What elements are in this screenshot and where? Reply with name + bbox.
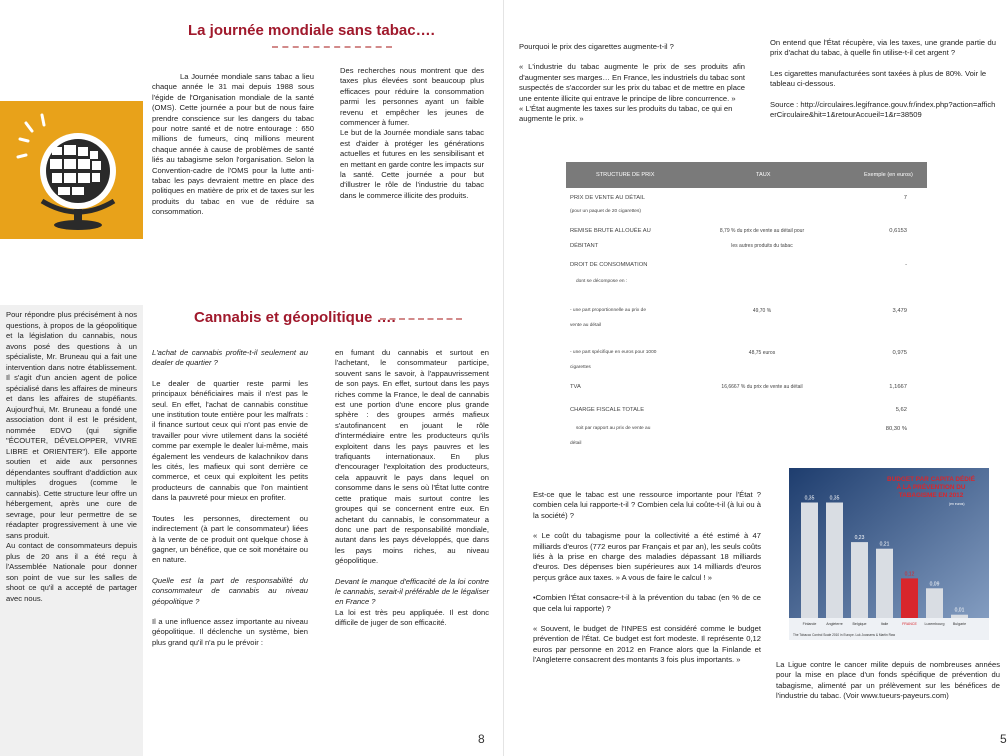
chart-bar — [951, 615, 968, 618]
chart-category-label: FRANCE — [902, 622, 917, 626]
chart-category-label: Finlande — [802, 622, 817, 626]
title-journee-mondiale: La journée mondiale sans tabac…. — [188, 22, 435, 39]
tax-table — [566, 162, 927, 452]
chart-bar — [926, 588, 943, 618]
table-cell-label: soit par rapport au prix de vente au — [576, 426, 651, 431]
table-cell-rate: 8,79 % du prix de vente au détail pour — [719, 228, 805, 234]
question: L'achat de cannabis profite-t-il seulement au dealer de quartier ? — [152, 348, 308, 368]
table-cell-label: vente au détail — [570, 323, 602, 328]
text-ligue-cancer — [776, 660, 1000, 702]
table-cell-label: PRIX DE VENTE AU DÉTAIL — [570, 195, 645, 201]
paragraph: Les cigarettes manufacturées sont taxées à plus de 80%. Voir le tableau ci-dessous. — [770, 68, 987, 89]
table-cell-example: 5,62 — [895, 407, 907, 413]
globe-illustration — [0, 101, 143, 239]
table-header-cell: STRUCTURE DE PRIX — [596, 172, 655, 178]
chart-bar — [851, 542, 868, 618]
chart-value-label: 0,23 — [854, 535, 865, 542]
chart-category-label: Belgique — [852, 622, 867, 626]
paragraph: Au contact de consommateurs depuis plus de 20 ans il a été reçu à l'Assemblée Nationale pour donner son point de vue sur les salles de shoot ce qu'il a accepté de partager avec nous. — [6, 541, 137, 603]
table-cell-label: détail — [570, 441, 582, 446]
budget-chart-svg — [789, 468, 989, 640]
title-underline — [380, 318, 462, 320]
table-cell-label: DROIT DE CONSOMMATION — [570, 262, 648, 268]
text-taxes-etat — [770, 38, 996, 120]
table-cell-rate: 16,6667 % du prix de vente au détail — [721, 384, 803, 390]
table-cell-rate: 48,75 euros — [748, 350, 776, 356]
chart-value-label: 0,35 — [804, 495, 815, 502]
chart-value-label: 0,09 — [929, 581, 940, 588]
paragraph: « Souvent, le budget de l'INPES est considéré comme le budget prévention de l'État. Ce budget est fort modeste. Il représente 0,12 euros par personne en 2012 en France alors que la Finlande et l'Angleterre consacrent des montants 3 fois plus importants. » — [533, 624, 761, 665]
chart-source: The Tobacco Control Scale 2010 in Europe. Luk Joossens & Martin Raw — [793, 633, 895, 637]
table-cell-label: DÉBITANT — [570, 243, 599, 249]
page-number: 5 — [1000, 732, 1007, 746]
table-cell-example: 80,30 % — [885, 426, 907, 432]
table-header-cell: Exemple (en euros) — [864, 172, 913, 178]
chart-category-label: Angleterre — [826, 622, 843, 626]
paragraph: « Le coût du tabagisme pour la collectivité a été estimé à 47 milliards d'euros (772 euros par Français et par an), les seuls coûts liés à la prise en charge des maladies dépassant 18 milliards d'euros. Des dépenses bien supérieures aux 14 milliards d'euros perçus grâce aux taxes. » A vous de faire le calcul ! » — [533, 531, 761, 582]
chart-value-label: 0,12 — [904, 571, 915, 578]
question: •Combien l'État consacre-t-il à la prévention du tabac (en % de ce que cela lui rapporte) ? — [533, 593, 761, 613]
chart-value-label: 0,21 — [879, 541, 890, 548]
title-cannabis: Cannabis et géopolitique …. — [194, 309, 396, 326]
table-cell-example: 7 — [903, 195, 907, 201]
paragraph: La Ligue contre le cancer milite depuis de nombreuses années pour la mise en place d'un fonds spécifique de prévention du tabagisme, alimenté par un prélèvement sur les bénéfices de l'industrie du tabac. (Voir www.tueurs-payeurs.com) — [776, 660, 1000, 701]
table-cell-rate: les autres produits du tabac — [731, 243, 793, 249]
table-cell-example: 1,1667 — [889, 384, 907, 390]
question: Devant le manque d'efficacité de la loi contre le cannabis, serait-il préférable de le légaliser en France ? — [335, 576, 489, 607]
table-cell-label: cigarettes — [570, 365, 591, 370]
page-divider — [503, 0, 504, 756]
table-cell-rate: 49,70 % — [752, 308, 772, 314]
table-header — [566, 162, 927, 188]
text-journee-recherches — [340, 66, 484, 201]
answer: Toutes les personnes, directement ou indirectement (à part le consommateur) liées à la vente de ce produit ont quelque chose à gagner, un bénéfice, que ce soit monétaire ou en nature. — [152, 513, 308, 565]
paragraph: Des recherches nous montrent que des taxes plus élevées sont beaucoup plus efficaces pour réduire la consommation parmi les personnes ayant un faible revenu et empêcher les jeunes de commencer à fumer. — [340, 66, 484, 128]
chart-bar — [801, 503, 818, 619]
chart-category-label: Luxembourg — [924, 622, 945, 626]
answer: en fumant du cannabis et surtout en l'achetant, le consommateur participe, souvent sans le savoir, à l'appauvrissement de son pays. En effet, surtout dans les pays riches comme la France, le deal de cannabis est une portion d'une encore plus grande sphère : des groupes armés mafieux s'autofinancent en jouant le rôle d'intermédiaire entre les producteurs qu'ils exploitent dans les pays pauvres et les trafiquants internationaux. En plus d'encourager l'exploitation des producteurs, cela appauvrit le pays dans lequel on consomme dans le sens où l'État lutte contre cette pratique mais surtout contre les groupes qui se concernent entre eux. En achetant du cannabis, le consommateur a donc une part de responsabilité mondiale, autant dans les pays développés, que dans les pays moins riches, au niveau géopolitique. — [335, 348, 489, 566]
paragraph: Le but de la Journée mondiale sans tabac est d'aider à protéger les générations actuelles et futures en les sensibilisant et en mettant en garde contre les impacts sur la santé. Cette journée a pour but d'illustrer le rôle de l'industrie du tabac dans le commerce illicite des produits. — [340, 128, 484, 200]
chart-bar — [901, 578, 918, 618]
chart-title: TABAGISME EN 2012 — [898, 492, 964, 499]
table-cell-label: - une part spécifique en euros pour 1000 — [570, 350, 657, 355]
table-cell-example: 0,6153 — [889, 228, 907, 234]
chart-subtitle: (en euros) — [949, 502, 965, 506]
table-cell-example: 0,975 — [892, 350, 907, 356]
paragraph: La Journée mondiale sans tabac a lieu chaque année le 31 mai depuis 1988 sous l'égide de l'Organisation mondiale de la santé (OMS). Cette journée a pour but de nous faire prendre conscience sur les dangers du tabac pour notre santé et de notre entourage : 650 millions de fumeurs, cinq millions meurent chaque année à cause de problèmes de santé liés au tabagisme selon l'organisation. Selon la Convention-cadre de l'OMS pour la lutte anti-tabac les pays devraient mettre en place des politiques en matière de prix et de taxes sur les produits du tabac en vue de réduire sa consommation. — [152, 72, 314, 217]
question: Pourquoi le prix des cigarettes augmente-t-il ? — [519, 42, 674, 51]
table-cell-label: dont se décompose en : — [576, 279, 628, 284]
table-cell-label: (pour un paquet de 20 cigarettes) — [570, 209, 641, 214]
chart-title: BUDGET PAR CAPITA DÉDIÉ — [887, 476, 975, 483]
text-ressource-etat — [533, 490, 761, 666]
table-cell-label: TVA — [570, 384, 581, 390]
chart-bar — [876, 549, 893, 618]
table-cell-label: - une part proportionnelle au prix de — [570, 308, 646, 313]
source-link[interactable]: Source : http://circulaires.legifrance.gouv.fr/index.php?action=afficherCirculaire&hit=1&retourAccueil=1&r=38509 — [770, 99, 996, 120]
table-cell-label: REMISE BRUTE ALLOUÉE AU — [570, 228, 651, 234]
question: On entend que l'État récupère, via les taxes, une grande partie du prix d'achat du tabac, à quelle fin utilise-t-il cet argent ? — [770, 38, 996, 58]
sidebar-text — [6, 310, 137, 604]
chart-value-label: 0,01 — [954, 607, 965, 614]
budget-chart — [789, 468, 989, 640]
chart-bar — [826, 503, 843, 619]
answer: La loi est très peu appliquée. Il est donc difficile de juger de son efficacité. — [335, 607, 489, 628]
text-prix-cigarettes — [519, 42, 745, 125]
chart-value-label: 0,35 — [829, 495, 840, 502]
page-number: 8 — [478, 732, 485, 746]
paragraph: « L'industrie du tabac augmente le prix de ses produits afin d'augmenter ses marges… En France, les industriels du tabac sont suspectés de s'accorder sur les prix du tabac et de mettre en place une entente illicite qui entrave le principe de libre concurrence. » — [519, 62, 745, 103]
title-underline — [272, 46, 392, 48]
chart-category-label: Bulgarie — [952, 622, 967, 626]
text-cannabis-col2 — [335, 348, 489, 629]
chart-category-label: Italie — [880, 622, 889, 626]
answer: Le dealer de quartier reste parmi les principaux bénéficiaires mais il n'est pas le seul. En effet, l'achat de cannabis constitue une institution toute entière pour les malfrats : il finance surtout ceux qui n'ont pas envie de travailler pour vivre utilement dans la société comme par exemple le dealer lui-même, mais également les vendeurs de kalachnikov dans les cités, les mafieux qui sont derrière ce commerce, et ceux qui exploitent les petits producteurs de cannabis que l'on maintient dans la pauvreté pour mieux en profiter. — [152, 378, 308, 503]
table-cell-example: - — [905, 262, 907, 268]
question: Est-ce que le tabac est une ressource importante pour l'État ? combien cela lui rapporte-t-il ? Combien cela lui coûte-t-il (à lui ou à la société) ? — [533, 490, 761, 520]
paragraph: Pour répondre plus précisément à nos questions, à propos de la géopolitique et la législation du cannabis, nous avons posé des questions à un spécialiste, Mr. Bruneau qui a fait une intervention dans notre établissement. Il s'agit d'un ancien agent de police spécialisé dans les affaires de mineurs et dans les affaires de stupéfiants. Aujourd'hui, Mr. Bruneau a fondé une association dont il est le président, nommée EDVO (qui signifie "ÉCOUTER, DÉVELOPPER, VIVRE LIBRE et ORIENTER"). Elle apporte soutien et aide aux personnes dépendantes souffrant d'addiction aux multiples drogues (comme le cannabis). Cette structure leur offre un hébergement, après une cure de sevrage, pour leur permettre de se réadapter progressivement à une vie sans produit. — [6, 310, 137, 540]
text-journee-intro — [152, 72, 314, 218]
globe-icon — [0, 101, 143, 239]
table-header-cell: TAUX — [756, 172, 771, 178]
paragraph: « L'État augmente les taxes sur les produits du tabac, ce qui en augmente le prix. » — [519, 104, 733, 124]
table-cell-label: CHARGE FISCALE TOTALE — [570, 407, 645, 413]
text-cannabis-col1 — [152, 348, 308, 648]
table-cell-example: 3,479 — [892, 308, 907, 314]
question: Quelle est la part de responsabilité du consommateur de cannabis au niveau géopolitique ? — [152, 575, 308, 606]
answer: Il a une influence assez importante au niveau géopolitique. Il déclenche un système, bien plus grand qu'il n'a pu le prévoir : — [152, 616, 308, 647]
chart-title: À LA PRÉVENTION DU — [896, 484, 966, 491]
